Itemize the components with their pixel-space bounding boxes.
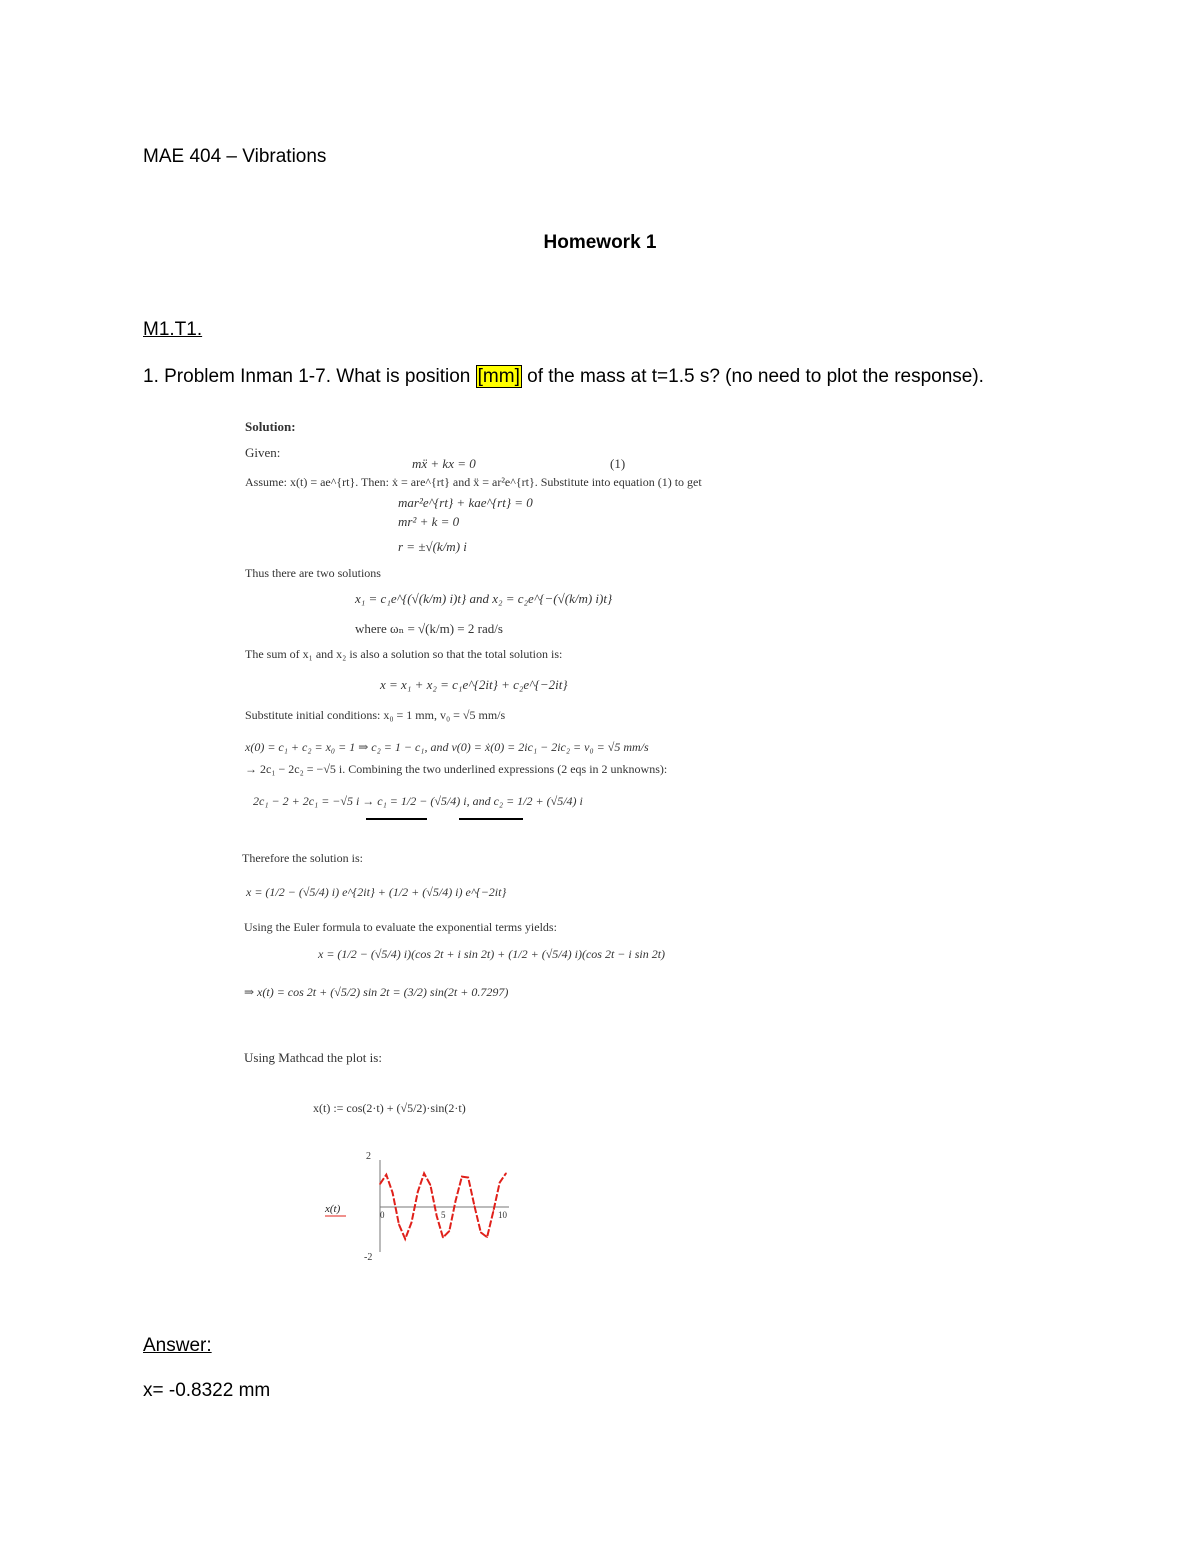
solution-heading: Solution: — [245, 419, 296, 434]
therefore-text: Therefore the solution is: — [242, 851, 363, 865]
equation-3: mr² + k = 0 — [398, 514, 460, 529]
equation-1: mẍ + kx = 0 — [412, 456, 476, 471]
x-tick-label: 10 — [498, 1210, 507, 1220]
natural-frequency: where ωₙ = √(k/m) = 2 rad/s — [355, 621, 503, 636]
x-tick-label: 5 — [441, 1210, 446, 1220]
problem-text-post: of the mass at t=1.5 s? (no need to plot the response). — [521, 366, 984, 387]
problem-statement — [143, 367, 984, 386]
two-solutions-text: Thus there are two solutions — [245, 566, 381, 580]
course-header: MAE 404 – Vibrations — [143, 146, 327, 167]
y-tick-label: 2 — [366, 1151, 371, 1162]
data-point — [436, 1215, 438, 1217]
data-point — [417, 1191, 419, 1193]
section-label: M1.T1. — [143, 319, 203, 340]
data-point — [455, 1200, 457, 1202]
unit-highlight: [mm] — [477, 366, 520, 387]
total-solution: x = x₁ + x₂ = c₁e^{2it} + c₂e^{−2it} — [380, 677, 568, 692]
page-title: Homework 1 — [543, 232, 657, 253]
problem-text-pre: 1. Problem Inman 1-7. What is position — [143, 366, 476, 387]
euler-text: Using the Euler formula to evaluate the exponential terms yields: — [244, 920, 557, 934]
data-point — [442, 1237, 444, 1239]
data-point — [386, 1174, 388, 1176]
data-point — [423, 1173, 425, 1175]
data-point — [486, 1236, 488, 1238]
combine-text: → 2c₁ − 2c₂ = −√5 i. Combining the two underlined expressions (2 eqs in 2 unknowns): — [245, 762, 668, 776]
data-point — [430, 1184, 432, 1186]
data-point — [493, 1210, 495, 1212]
data-point — [499, 1182, 501, 1184]
response-plot — [320, 1140, 540, 1265]
equation-4: r = ±√(k/m) i — [398, 539, 467, 554]
data-point — [404, 1238, 406, 1240]
data-point — [411, 1222, 413, 1224]
given-label: Given: — [245, 445, 281, 460]
y-tick-label: -2 — [364, 1252, 373, 1263]
solution-expression: x = (1/2 − (√5/4) i) e^{2it} + (1/2 + (√5/4) i) e^{−2it} — [246, 885, 507, 899]
data-point — [461, 1176, 463, 1178]
equation-2: mar²e^{rt} + kae^{rt} = 0 — [398, 495, 533, 510]
initial-conditions: Substitute initial conditions: x₀ = 1 mm, v₀ = √5 mm/s — [245, 708, 506, 722]
data-point — [379, 1183, 381, 1185]
x-tick-label: 0 — [380, 1210, 385, 1220]
final-expression: ⇒ x(t) = cos 2t + (√5/2) sin 2t = (3/2) sin(2t + 0.7297) — [244, 985, 509, 999]
data-point — [392, 1192, 394, 1194]
underline-c1 — [366, 818, 427, 820]
data-point — [474, 1205, 476, 1207]
mathcad-definition: x(t) := cos(2·t) + (√5/2)·sin(2·t) — [313, 1101, 466, 1115]
y-axis-label: x(t) — [325, 1203, 341, 1215]
mathcad-text: Using Mathcad the plot is: — [244, 1050, 382, 1065]
euler-expression: x = (1/2 − (√5/4) i)(cos 2t + i sin 2t) + (1/2 + (√5/4) i)(cos 2t − i sin 2t) — [318, 947, 666, 961]
data-point — [449, 1230, 451, 1232]
answer-label: Answer: — [143, 1335, 212, 1356]
answer-value: x= -0.8322 mm — [143, 1380, 271, 1401]
ic-equations: x(0) = c₁ + c₂ = x₀ = 1 ⇒ c₂ = 1 − c₁, and v(0) = ẋ(0) = 2ic₁ − 2ic₂ = v₀ = √5 mm/s — [245, 740, 649, 754]
data-point — [398, 1224, 400, 1226]
data-point — [480, 1232, 482, 1234]
partial-solutions: x₁ = c₁e^{(√(k/m) i)t} and x₂ = c₂e^{−(√(k/m) i)t} — [355, 591, 613, 606]
underline-c2 — [459, 818, 523, 820]
series-line-x-t — [380, 1173, 506, 1239]
data-point — [505, 1172, 507, 1174]
sum-text: The sum of x₁ and x₂ is also a solution so that the total solution is: — [245, 647, 563, 661]
assume-line: Assume: x(t) = ae^{rt}. Then: ẋ = are^{rt} and ẍ = ar²e^{rt}. Substitute into equation (1) to get — [245, 475, 702, 489]
data-point — [467, 1177, 469, 1179]
constants-result: 2c₁ − 2 + 2c₁ = −√5 i → c₁ = 1/2 − (√5/4) i, and c₂ = 1/2 + (√5/4) i — [253, 794, 583, 808]
equation-1-number: (1) — [610, 456, 626, 471]
